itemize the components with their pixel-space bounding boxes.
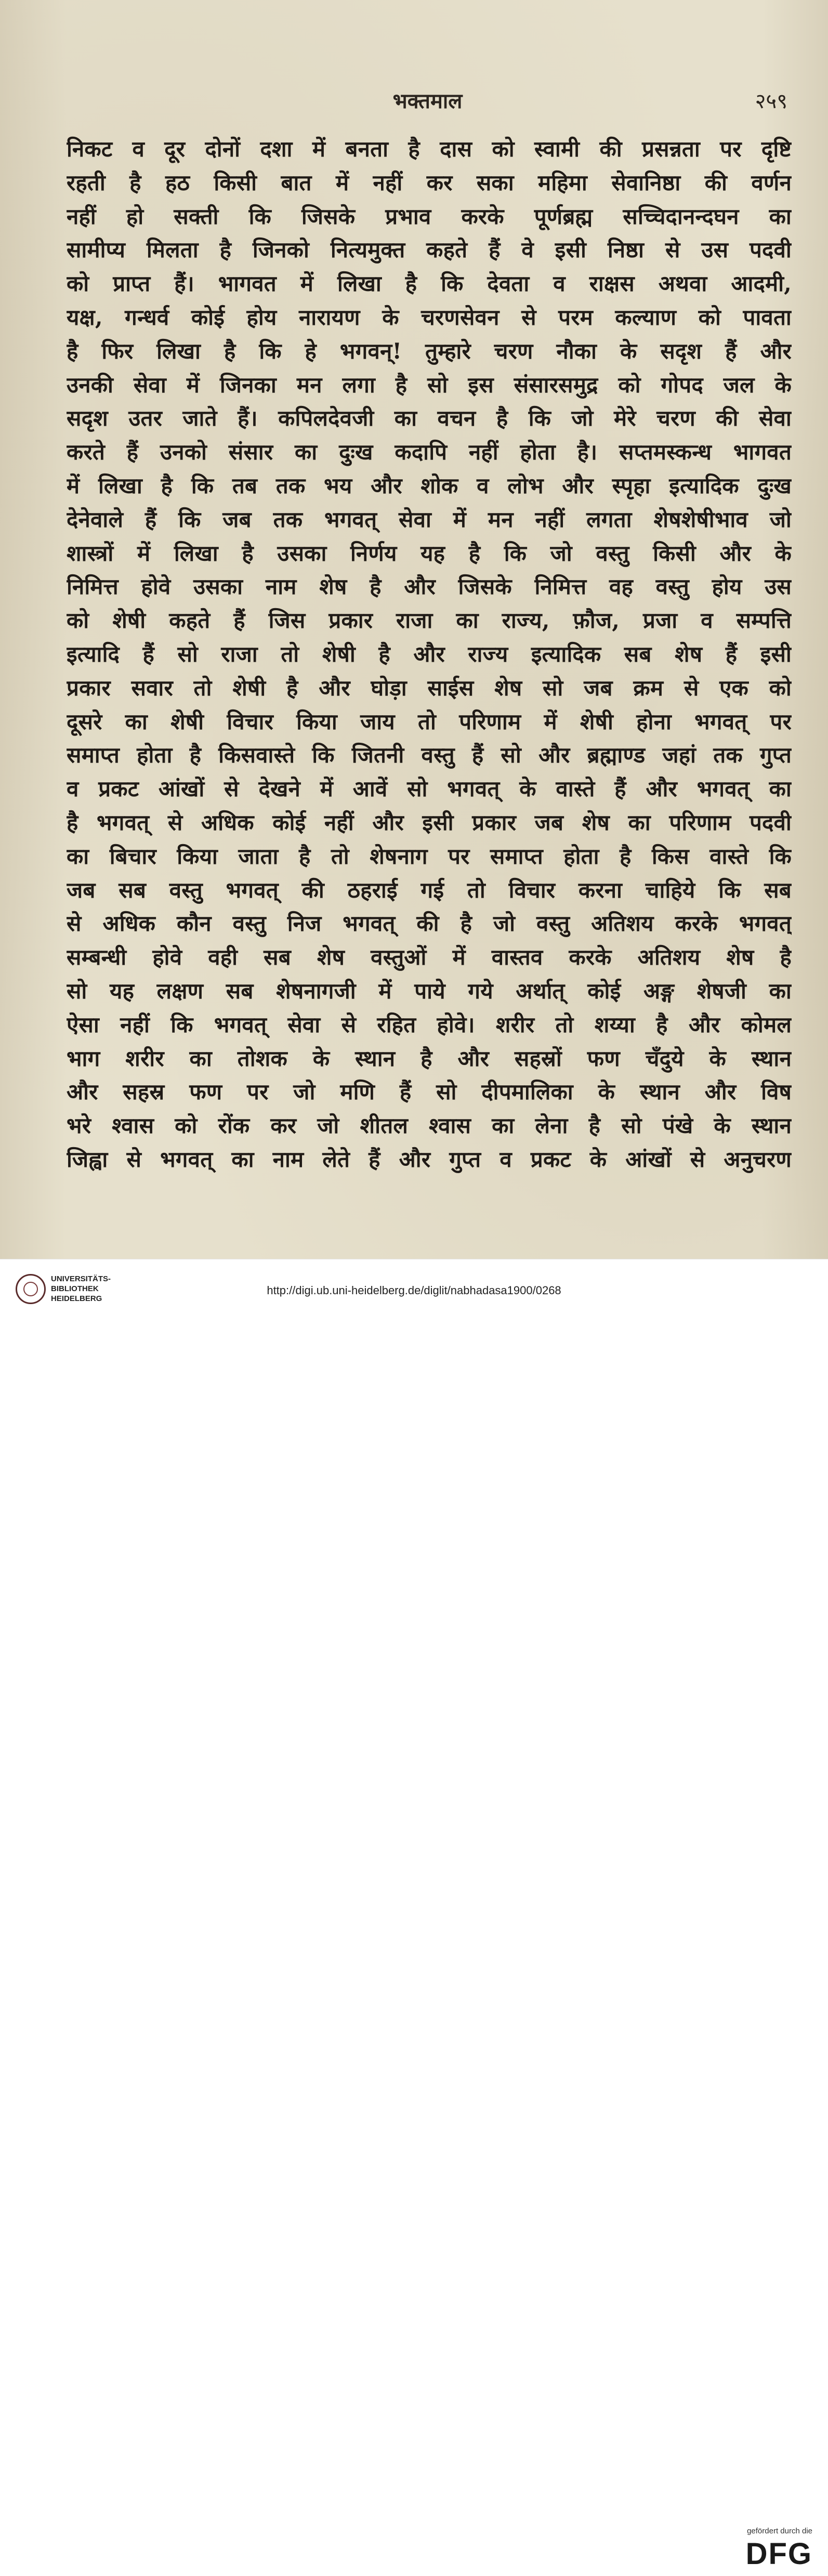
- text-line: ऐसा नहीं कि भगवत् सेवा से रहित होवे। शरीर तो शय्या है और कोमल: [67, 1011, 792, 1037]
- text-line: यक्ष, गन्धर्व कोई होय नारायण के चरणसेवन से परम कल्याण को पावता: [67, 304, 792, 330]
- text-line: निकट व दूर दोनों दशा में बनता है दास को स्वामी की प्रसन्नता पर दृष्टि: [67, 136, 792, 162]
- page-header: [68, 86, 787, 117]
- text-line: रहती है हठ किसी बात में नहीं कर सका महिमा सेवानिष्ठा की वर्णन: [67, 169, 792, 195]
- library-name-line: HEIDELBERG: [51, 1294, 102, 1303]
- text-line: जिह्वा से भगवत् का नाम लेते हैं और गुप्त व प्रकट के आंखों से अनुचरण: [67, 1146, 792, 1172]
- text-line: भाग शरीर का तोशक के स्थान है और सहस्रों फण चँदुये के स्थान: [67, 1045, 792, 1071]
- text-line: इत्यादि हैं सो राजा तो शेषी है और राज्य इत्यादिक सब शेष हैं इसी: [67, 641, 792, 667]
- text-line: समाप्त होता है किसवास्ते कि जितनी वस्तु हैं सो और ब्रह्माण्ड जहां तक गुप्त: [67, 742, 792, 768]
- text-line: जब सब वस्तु भगवत् की ठहराई गई तो विचार करना चाहिये कि सब: [67, 877, 792, 903]
- text-line: से अधिक कौन वस्तु निज भगवत् की है जो वस्तु अतिशय करके भगवत्: [67, 911, 792, 937]
- text-line: देनेवाले हैं कि जब तक भगवत् सेवा में मन नहीं लगता शेषशेषीभाव जो: [67, 506, 792, 532]
- text-line: को प्राप्त हैं। भागवत में लिखा है कि देवता व राक्षस अथवा आदमी,: [67, 271, 792, 297]
- text-line: सम्बन्धी होवे वही सब शेष वस्तुओं में वास्तव करके अतिशय शेष है: [67, 944, 792, 970]
- library-name-line: BIBLIOTHEK: [51, 1284, 99, 1293]
- text-line: को शेषी कहते हैं जिस प्रकार राजा का राज्य, फ़ौज, प्रजा व सम्पत्ति: [67, 608, 792, 634]
- text-line: शास्त्रों में लिखा है उसका निर्णय यह है कि जो वस्तु किसी और के: [67, 540, 792, 566]
- dfg-logo[interactable]: DFG: [745, 2537, 812, 2571]
- text-line: नहीं हो सक्ती कि जिसके प्रभाव करके पूर्णब्रह्म सच्चिदानन्दघन का: [67, 203, 792, 229]
- page-number: २५९: [755, 89, 787, 113]
- body-text: [67, 133, 792, 1177]
- text-line: सो यह लक्षण सब शेषनागजी में पाये गये अर्थात् कोई अङ्ग शेषजी का: [67, 978, 792, 1004]
- library-name-line: UNIVERSITÄTS-: [51, 1274, 111, 1283]
- text-line: सदृश उतर जाते हैं। कपिलदेवजी का वचन है कि जो मेरे चरण की सेवा: [67, 405, 792, 431]
- text-line: है भगवत् से अधिक कोई नहीं और इसी प्रकार जब शेष का परिणाम पदवी: [67, 809, 792, 835]
- text-line: निमित्त होवे उसका नाम शेष है और जिसके निमित्त वह वस्तु होय उस: [67, 574, 792, 600]
- text-line: है फिर लिखा है कि हे भगवन्! तुम्हारे चरण नौका के सदृश हैं और: [67, 338, 792, 364]
- running-title: भक्तमाल: [392, 89, 463, 113]
- page-scan: [0, 0, 828, 1259]
- text-line: दूसरे का शेषी विचार किया जाय तो परिणाम में शेषी होना भगवत् पर: [67, 708, 792, 734]
- text-line: सामीप्य मिलता है जिनको नित्यमुक्त कहते हैं वे इसी निष्ठा से उस पदवी: [67, 237, 792, 263]
- text-line: भरे श्वास को रोंक कर जो शीतल श्वास का लेना है सो पंखे के स्थान: [67, 1113, 792, 1139]
- text-line: का बिचार किया जाता है तो शेषनाग पर समाप्त होता है किस वास्ते कि: [67, 843, 792, 869]
- text-line: में लिखा है कि तब तक भय और शोक व लोभ और स्पृहा इत्यादिक दुःख: [67, 472, 792, 498]
- text-line: करते हैं उनको संसार का दुःख कदापि नहीं होता है। सप्तमस्कन्ध भागवत: [67, 439, 792, 465]
- text-line: उनकी सेवा में जिनका मन लगा है सो इस संसारसमुद्र को गोपद जल के: [67, 372, 792, 398]
- permalink-url[interactable]: http://digi.ub.uni-heidelberg.de/diglit/nabhadasa1900/0268: [267, 1284, 561, 1297]
- text-line: और सहस्र फण पर जो मणि हैं सो दीपमालिका के स्थान और विष: [67, 1079, 792, 1105]
- text-line: व प्रकट आंखों से देखने में आवें सो भगवत् के वास्ते हैं और भगवत् का: [67, 776, 792, 802]
- funder-box: [727, 2527, 812, 2576]
- funding-note: gefördert durch die: [747, 2527, 812, 2535]
- text-line: प्रकार सवार तो शेषी है और घोड़ा साईस शेष सो जब क्रम से एक को: [67, 675, 792, 701]
